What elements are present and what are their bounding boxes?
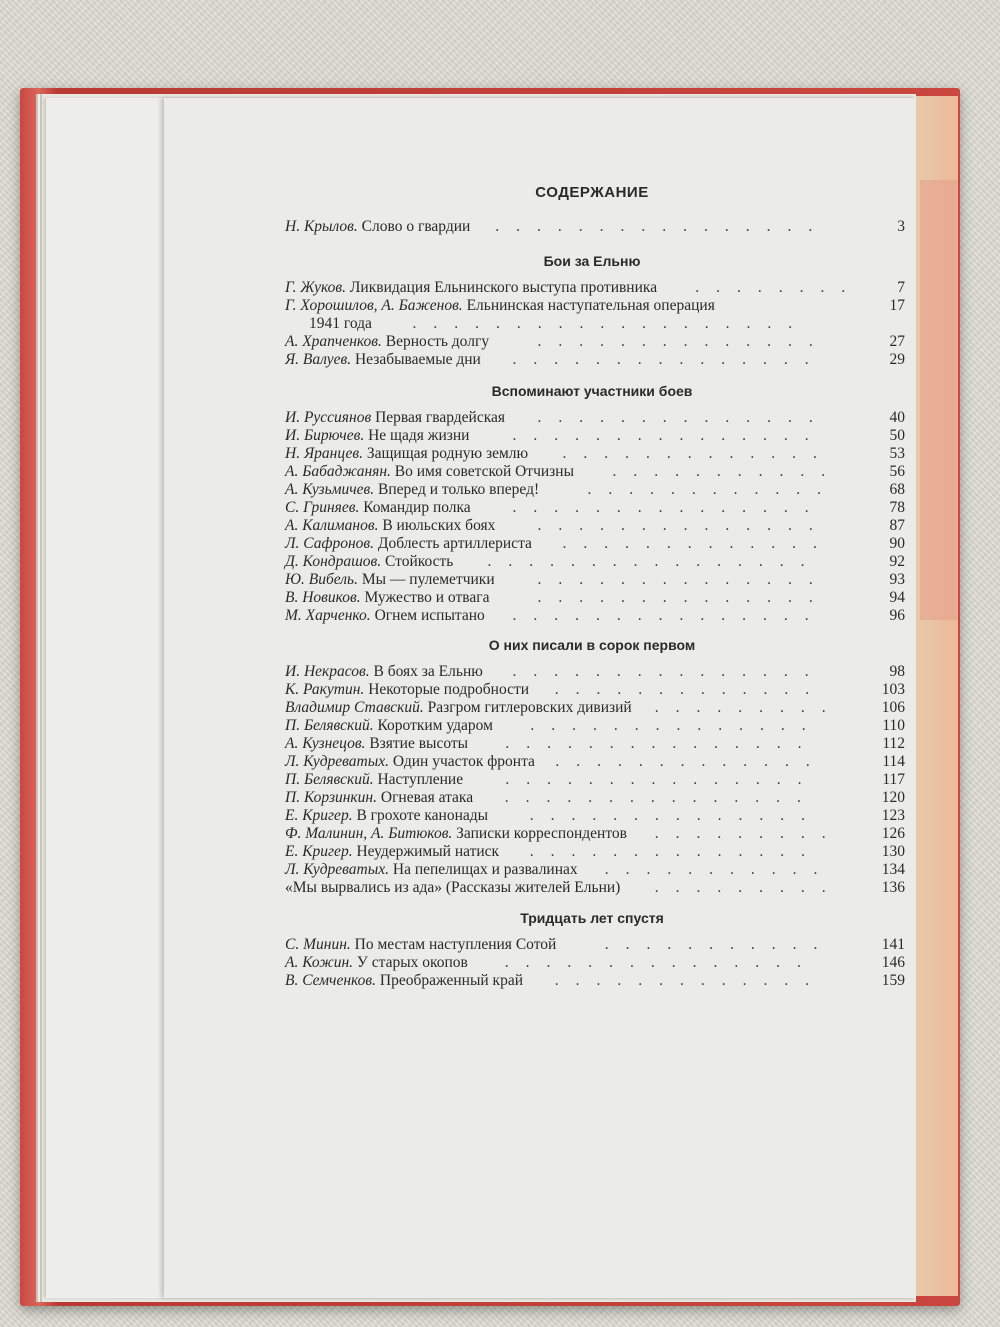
toc-entry-text [285, 409, 505, 426]
leader-dots: ................ [495, 218, 830, 235]
leader-dots: .............. [537, 333, 830, 350]
entry-page-number: 94 [889, 589, 905, 606]
toc-entry-text [285, 681, 529, 698]
toc-entry [285, 481, 905, 499]
leader-dots: ................ [487, 553, 822, 570]
toc-entry-text [285, 589, 489, 606]
toc-entry [285, 499, 905, 517]
entry-page-number: 50 [889, 427, 905, 444]
entry-title: Неудержимый натиск [356, 843, 500, 860]
toc-entry [285, 879, 905, 897]
entry-author: П. Белявский. [285, 771, 374, 788]
entry-page-number: 56 [889, 463, 905, 480]
entry-author: В. Новиков. [285, 589, 361, 606]
leader-dots: ............. [562, 445, 834, 462]
leader-dots: ........... [604, 861, 835, 878]
toc-entry-text [285, 663, 483, 680]
entry-author: С. Минин. [285, 936, 351, 953]
leader-dots: ............. [562, 535, 834, 552]
entry-page-number: 90 [889, 535, 905, 552]
entry-page-number: 96 [889, 607, 905, 624]
entry-author: А. Бабаджанян. [285, 463, 391, 480]
toc-entry [285, 297, 905, 332]
toc-entry [285, 463, 905, 481]
toc-entry [285, 279, 905, 297]
entry-author: А. Кузнецов. [285, 735, 366, 752]
entry-author: В. Семченков. [285, 972, 377, 989]
section-heading: О них писали в сорок первом [488, 637, 696, 653]
section-heading: Бои за Ельню [543, 253, 641, 269]
leader-dots: .............. [530, 717, 823, 734]
toc-entry [285, 753, 905, 771]
toc-entry-text [285, 972, 523, 989]
entry-title: Преображенный край [379, 972, 524, 989]
entry-page-number: 27 [889, 333, 905, 350]
entry-title: Вперед и только вперед! [378, 481, 540, 498]
entry-author: П. Белявский. [285, 717, 374, 734]
entry-page-number: 53 [889, 445, 905, 462]
toc-entry [285, 825, 905, 843]
entry-page-number: 92 [889, 553, 905, 570]
leader-dots: ............... [512, 499, 826, 516]
entry-author: А. Храпченков. [285, 333, 382, 350]
entry-author: К. Ракутин. [285, 681, 365, 698]
toc-entry-text [285, 843, 499, 860]
entry-author: С. Гриняев. [285, 499, 360, 516]
entry-title: На пепелищах и развалинах [392, 861, 578, 878]
entry-author: Я. Валуев. [285, 351, 352, 368]
entry-author: Е. Кригер. [285, 843, 353, 860]
toc-entry-text [285, 553, 453, 570]
section-heading: Тридцать лет спустя [520, 910, 664, 926]
toc-entry [285, 789, 905, 807]
leader-dots: ............. [554, 972, 827, 989]
section-heading: Вспоминают участники боев [491, 383, 693, 399]
toc-entry-text [285, 861, 578, 878]
entry-author: И. Некрасов. [285, 663, 370, 680]
toc-entry [285, 735, 905, 753]
toc-entry [285, 954, 905, 972]
entry-title: «Мы вырвались из ада» (Рассказы жителей Ельни) [285, 879, 621, 896]
entry-title: Взятие высоты [369, 735, 469, 752]
entry-page-number: 134 [881, 861, 905, 878]
entry-page-number: 114 [882, 753, 905, 770]
entry-title: В боях за Ельню [373, 663, 483, 680]
toc-entry [285, 807, 905, 825]
entry-title: Защищая родную землю [366, 445, 529, 462]
toc-entry [285, 663, 905, 681]
entry-page-number: 29 [889, 351, 905, 368]
entry-page-number: 159 [881, 972, 905, 989]
entry-title: Огневая атака [380, 789, 474, 806]
entry-page-number: 117 [882, 771, 905, 788]
entry-page-number: 103 [881, 681, 905, 698]
toc-entry-text [285, 571, 495, 588]
entry-title: В грохоте канонады [356, 807, 489, 824]
entry-author: И. Бирючев. [285, 427, 365, 444]
entry-title: Командир полка [363, 499, 471, 516]
entry-title: Огнем испытано [374, 607, 485, 624]
entry-title: Разгром гитлеровских дивизий [427, 699, 632, 716]
entry-author: А. Калиманов. [285, 517, 379, 534]
entry-page-number: 136 [881, 879, 905, 896]
toc-entry-text [285, 499, 471, 516]
entry-author: Е. Кригер. [285, 807, 353, 824]
entry-title: Ельнинская наступательная операция [466, 297, 715, 314]
toc-entry-text [285, 753, 535, 770]
leader-dots: .............. [529, 843, 822, 860]
toc-entry-text [285, 807, 488, 824]
entry-page-number: 126 [881, 825, 905, 842]
toc-entry [285, 571, 905, 589]
toc-entry-text [285, 825, 627, 842]
entry-title: Доблесть артиллериста [377, 535, 532, 552]
entry-title: Во имя советской Отчизны [394, 463, 575, 480]
entry-title: У старых окопов [356, 954, 468, 971]
entry-page-number: 123 [881, 807, 905, 824]
leader-dots: ............... [512, 663, 826, 680]
entry-page-number: 106 [881, 699, 905, 716]
entry-author: Г. Жуков. [285, 279, 347, 296]
leader-dots: .............. [537, 517, 830, 534]
leader-dots: ......... [654, 879, 843, 896]
toc-entry-text [285, 333, 489, 350]
entry-title: По местам наступления Сотой [354, 936, 557, 953]
leader-dots: ........ [695, 279, 863, 296]
entry-author: А. Кузьмичев. [285, 481, 375, 498]
leader-dots: ................... [412, 315, 810, 332]
entry-author: А. Кожин. [285, 954, 354, 971]
entry-page-number: 98 [889, 663, 905, 680]
leader-dots: ............... [512, 427, 826, 444]
entry-title: Первая гвардейская [375, 409, 506, 426]
leader-dots: ........... [604, 936, 835, 953]
toc-entry-text [285, 789, 473, 806]
entry-title: Не щадя жизни [368, 427, 470, 444]
leader-dots: ............. [555, 753, 827, 770]
toc-entry-text [285, 607, 485, 624]
toc-entry [285, 717, 905, 735]
toc-entry [285, 218, 905, 236]
entry-author: Г. Хорошилов, А. Баженов. [285, 297, 463, 314]
entry-page-number: 7 [897, 279, 905, 296]
toc-entry [285, 972, 905, 990]
entry-page-number: 146 [881, 954, 905, 971]
leader-dots: ............... [505, 771, 819, 788]
entry-author: Н. Яранцев. [285, 445, 363, 462]
toc-entry-text [285, 279, 657, 296]
entry-page-number: 87 [889, 517, 905, 534]
entry-page-number: 78 [889, 499, 905, 516]
entry-title: Записки корреспондентов [456, 825, 627, 842]
toc-entry-text [285, 463, 574, 480]
toc-entry [285, 409, 905, 427]
leader-dots: ............... [512, 607, 826, 624]
toc-entry-text [285, 481, 539, 498]
leader-dots: ............... [512, 351, 826, 368]
entry-author: Л. Кудреватых. [285, 861, 389, 878]
entry-title: Наступление [377, 771, 464, 788]
contents-heading: СОДЕРЖАНИЕ [535, 184, 649, 201]
entry-title: Стойкость [385, 553, 454, 570]
toc-entry [285, 351, 905, 369]
entry-page-number: 112 [882, 735, 905, 752]
leader-dots: ............ [587, 481, 838, 498]
entry-title: Слово о гвардии [361, 218, 471, 235]
entry-author: Владимир Ставский. [285, 699, 424, 716]
entry-author: Л. Кудреватых. [285, 753, 389, 770]
toc-entry-text [285, 427, 469, 444]
toc-entry [285, 681, 905, 699]
entry-title: Один участок фронта [392, 753, 535, 770]
toc-entry [285, 333, 905, 351]
toc-entry-text [285, 517, 495, 534]
toc-entry [285, 535, 905, 553]
toc-entry [285, 861, 905, 879]
toc-entry-text [285, 879, 620, 896]
entry-title: Ликвидация Ельнинского выступа противника [349, 279, 658, 296]
toc-entry [285, 427, 905, 445]
leader-dots: .............. [529, 807, 822, 824]
entry-title: Мужество и отвага [364, 589, 490, 606]
entry-title: Верность долгу [385, 333, 490, 350]
entry-author: Н. Крылов. [285, 218, 358, 235]
entry-author: Д. Кондрашов. [285, 553, 382, 570]
entry-page-number: 93 [889, 571, 905, 588]
toc-entry-text [285, 297, 715, 314]
toc-entry-text [285, 954, 468, 971]
entry-page-number: 120 [881, 789, 905, 806]
leader-dots: .............. [537, 571, 830, 588]
entry-page-number: 68 [889, 481, 905, 498]
toc-entry-text [285, 535, 532, 552]
toc-entry [285, 589, 905, 607]
entry-author: Л. Сафронов. [285, 535, 374, 552]
toc-entry-text [285, 771, 463, 788]
leader-dots: .............. [537, 589, 830, 606]
leader-dots: ......... [654, 699, 843, 716]
toc-entry [285, 843, 905, 861]
entry-title: Некоторые подробности [368, 681, 530, 698]
toc-entry [285, 936, 905, 954]
toc-entry [285, 445, 905, 463]
entry-author: П. Корзинкин. [285, 789, 377, 806]
toc-entry-text [285, 445, 528, 462]
entry-page-number: 110 [882, 717, 905, 734]
entry-title: В июльских боях [382, 517, 496, 534]
toc-entry [285, 517, 905, 535]
leader-dots: .............. [537, 409, 830, 426]
entry-page-number: 40 [889, 409, 905, 426]
entry-title-continuation: 1941 года [309, 315, 372, 332]
entry-author: Ф. Малинин, А. Битюков. [285, 825, 453, 842]
toc-entry [285, 553, 905, 571]
leader-dots: ......... [654, 825, 843, 842]
toc-entry-text [285, 735, 468, 752]
leader-dots: ............... [504, 954, 818, 971]
entry-title: Мы — пулеметчики [361, 571, 495, 588]
leader-dots: ........... [612, 463, 843, 480]
leader-dots: ............. [554, 681, 827, 698]
entry-title: Незабываемые дни [354, 351, 481, 368]
entry-page-number: 130 [881, 843, 905, 860]
toc-entry-text [285, 936, 556, 953]
entry-title: Коротким ударом [377, 717, 493, 734]
toc-entry [285, 771, 905, 789]
entry-page-number: 3 [897, 218, 905, 235]
entry-author: М. Харченко. [285, 607, 371, 624]
toc-entry-text [285, 351, 481, 368]
entry-page-number: 141 [881, 936, 905, 953]
toc-entry-text [285, 699, 632, 716]
leader-dots: ............... [505, 735, 819, 752]
toc-entry [285, 607, 905, 625]
toc-entry [285, 699, 905, 717]
toc-entry-text [285, 218, 470, 235]
entry-author: И. Руссиянов [285, 409, 372, 426]
toc-entry-text [285, 717, 493, 734]
entry-page-number: 17 [889, 297, 905, 314]
leader-dots: ............... [504, 789, 818, 806]
entry-author: Ю. Вибель. [285, 571, 358, 588]
